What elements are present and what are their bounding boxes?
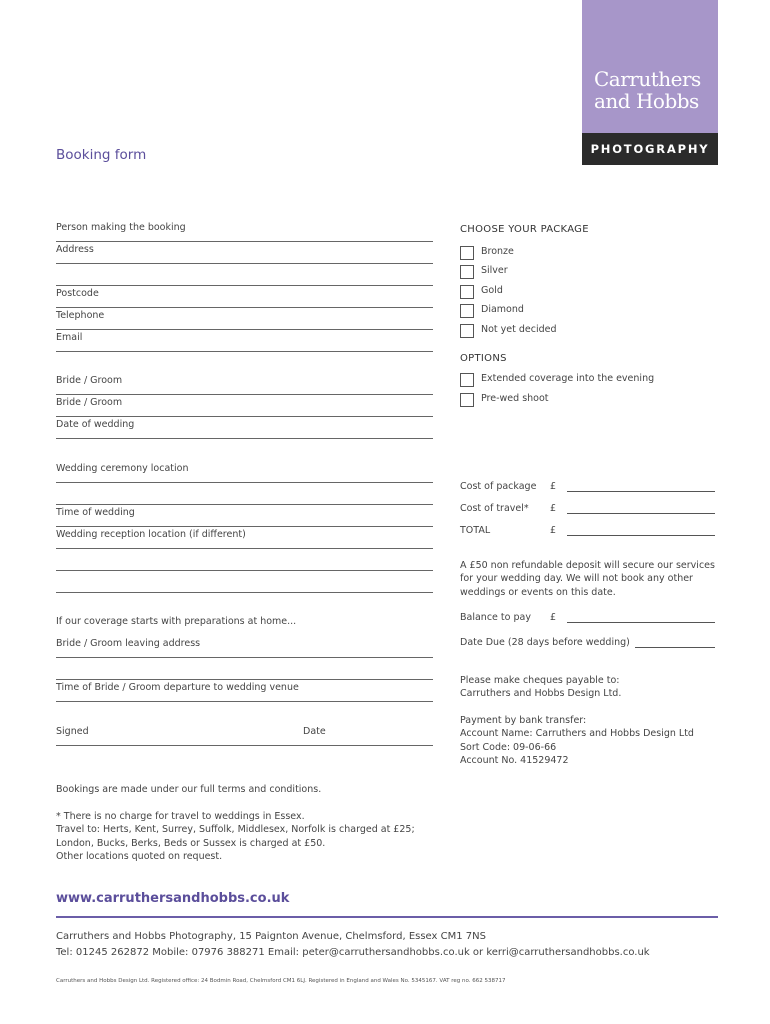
balance-row[interactable] xyxy=(460,612,716,626)
cost-label: Cost of package xyxy=(460,481,537,492)
field-departure-time[interactable] xyxy=(56,680,433,702)
checkbox[interactable] xyxy=(460,285,474,299)
website-link[interactable]: www.carruthersandhobbs.co.uk xyxy=(56,891,290,906)
cost-travel-row[interactable] xyxy=(460,503,716,517)
cost-input-line[interactable] xyxy=(567,513,715,514)
field-label: Bride / Groom leaving address xyxy=(56,638,201,649)
currency: £ xyxy=(550,503,557,514)
field-label: Signed xyxy=(56,726,89,737)
field-ceremony-location-line2[interactable] xyxy=(56,483,433,505)
field-label: Time of wedding xyxy=(56,507,135,518)
currency: £ xyxy=(550,525,557,536)
field-bride-groom-1[interactable] xyxy=(56,373,433,395)
field-label: If our coverage starts with preparations at home... xyxy=(56,616,297,627)
cost-input-line[interactable] xyxy=(567,622,715,623)
cost-total-row[interactable] xyxy=(460,525,716,539)
field-leaving-address[interactable] xyxy=(56,636,433,658)
option-label: Bronze xyxy=(481,246,514,257)
checkbox[interactable] xyxy=(460,246,474,260)
date-due-input-line[interactable] xyxy=(635,647,715,648)
field-telephone[interactable] xyxy=(56,308,433,330)
logo-name xyxy=(594,68,701,112)
option-label: Pre-wed shoot xyxy=(481,393,549,404)
address-line: Carruthers and Hobbs Photography, 15 Paignton Avenue, Chelmsford, Essex CM1 7NS xyxy=(56,931,486,942)
footer-divider xyxy=(56,916,718,918)
field-label: Email xyxy=(56,332,83,343)
field-signed[interactable] xyxy=(56,724,433,746)
checkbox[interactable] xyxy=(460,265,474,279)
field-label: Wedding ceremony location xyxy=(56,463,189,474)
deposit-line: weddings or events on this date. xyxy=(460,586,616,598)
option-label: Diamond xyxy=(481,304,524,315)
date-due-row[interactable] xyxy=(460,637,716,651)
fine-print: Carruthers and Hobbs Design Ltd. Registered office: 24 Bodmin Road, Chelmsford CM1 6LJ. Registered in England and Wales No. 5345167. VAT reg no. 662 538717 xyxy=(56,978,506,984)
logo-name-line2: and Hobbs xyxy=(594,89,699,113)
travel-notes xyxy=(56,810,415,864)
cheques-line: Please make cheques payable to: xyxy=(460,675,620,686)
field-label: Bride / Groom xyxy=(56,375,123,386)
cheques-text xyxy=(460,674,621,701)
cost-input-line[interactable] xyxy=(567,535,715,536)
field-label: Postcode xyxy=(56,288,99,299)
field-person-booking[interactable] xyxy=(56,220,433,242)
cost-label: Balance to pay xyxy=(460,612,531,623)
checkbox[interactable] xyxy=(460,393,474,407)
field-bride-groom-2[interactable] xyxy=(56,395,433,417)
options-heading: OPTIONS xyxy=(460,353,507,364)
travel-note-line: Travel to: Herts, Kent, Surrey, Suffolk, Middlesex, Norfolk is charged at £25; xyxy=(56,824,415,836)
cheques-line: Carruthers and Hobbs Design Ltd. xyxy=(460,688,622,700)
terms-text: Bookings are made under our full terms and conditions. xyxy=(56,784,322,795)
checkbox[interactable] xyxy=(460,324,474,338)
currency: £ xyxy=(550,481,557,492)
field-time-of-wedding[interactable] xyxy=(56,505,433,527)
bank-line: Account No. 41529472 xyxy=(460,755,569,767)
contact-line: Tel: 01245 262872 Mobile: 07976 388271 Email: peter@carruthersandhobbs.co.uk or kerri@carruthersandhobbs.co.uk xyxy=(56,947,650,958)
field-postcode[interactable] xyxy=(56,286,433,308)
coverage-note xyxy=(56,614,433,635)
cost-label: Cost of travel* xyxy=(460,503,529,514)
field-reception-line2[interactable] xyxy=(56,549,433,571)
field-label: Bride / Groom xyxy=(56,397,123,408)
travel-note-line: Other locations quoted on request. xyxy=(56,851,223,863)
package-heading: CHOOSE YOUR PACKAGE xyxy=(460,224,589,235)
field-label: Address xyxy=(56,244,94,255)
field-label: Time of Bride / Groom departure to wedding venue xyxy=(56,682,299,693)
field-address-line2[interactable] xyxy=(56,264,433,286)
logo-name-line1: Carruthers xyxy=(594,67,701,91)
bank-line: Account Name: Carruthers and Hobbs Design Ltd xyxy=(460,728,694,740)
field-label: Person making the booking xyxy=(56,222,186,233)
field-label: Telephone xyxy=(56,310,105,321)
deposit-line: A £50 non refundable deposit will secure our services xyxy=(460,560,715,571)
field-label: Wedding reception location (if different) xyxy=(56,529,246,540)
checkbox[interactable] xyxy=(460,373,474,387)
cost-input-line[interactable] xyxy=(567,491,715,492)
bank-line: Payment by bank transfer: xyxy=(460,715,587,726)
option-label: Gold xyxy=(481,285,503,296)
currency: £ xyxy=(550,612,557,623)
option-label: Not yet decided xyxy=(481,324,557,335)
field-label: Date of wedding xyxy=(56,419,135,430)
option-label: Silver xyxy=(481,265,508,276)
field-reception-line3[interactable] xyxy=(56,571,433,593)
cost-label: Date Due (28 days before wedding) xyxy=(460,637,630,648)
deposit-text xyxy=(460,559,730,599)
date-label: Date xyxy=(303,726,326,737)
cost-package-row[interactable] xyxy=(460,481,716,495)
logo-tagline: PHOTOGRAPHY xyxy=(582,133,718,165)
cost-label: TOTAL xyxy=(460,525,491,536)
field-email[interactable] xyxy=(56,330,433,352)
field-leaving-address-line2[interactable] xyxy=(56,658,433,680)
checkbox[interactable] xyxy=(460,304,474,318)
field-ceremony-location[interactable] xyxy=(56,461,433,483)
bank-line: Sort Code: 09-06-66 xyxy=(460,741,557,753)
page-title: Booking form xyxy=(56,147,147,163)
logo-block xyxy=(582,0,718,133)
bank-details xyxy=(460,714,694,768)
option-label: Extended coverage into the evening xyxy=(481,373,655,384)
field-reception-location[interactable] xyxy=(56,527,433,549)
travel-note-line: * There is no charge for travel to weddings in Essex. xyxy=(56,811,305,822)
field-date-of-wedding[interactable] xyxy=(56,417,433,439)
deposit-line: for your wedding day. We will not book any other xyxy=(460,573,693,585)
travel-note-line: London, Bucks, Berks, Beds or Sussex is charged at £50. xyxy=(56,837,326,849)
field-address[interactable] xyxy=(56,242,433,264)
